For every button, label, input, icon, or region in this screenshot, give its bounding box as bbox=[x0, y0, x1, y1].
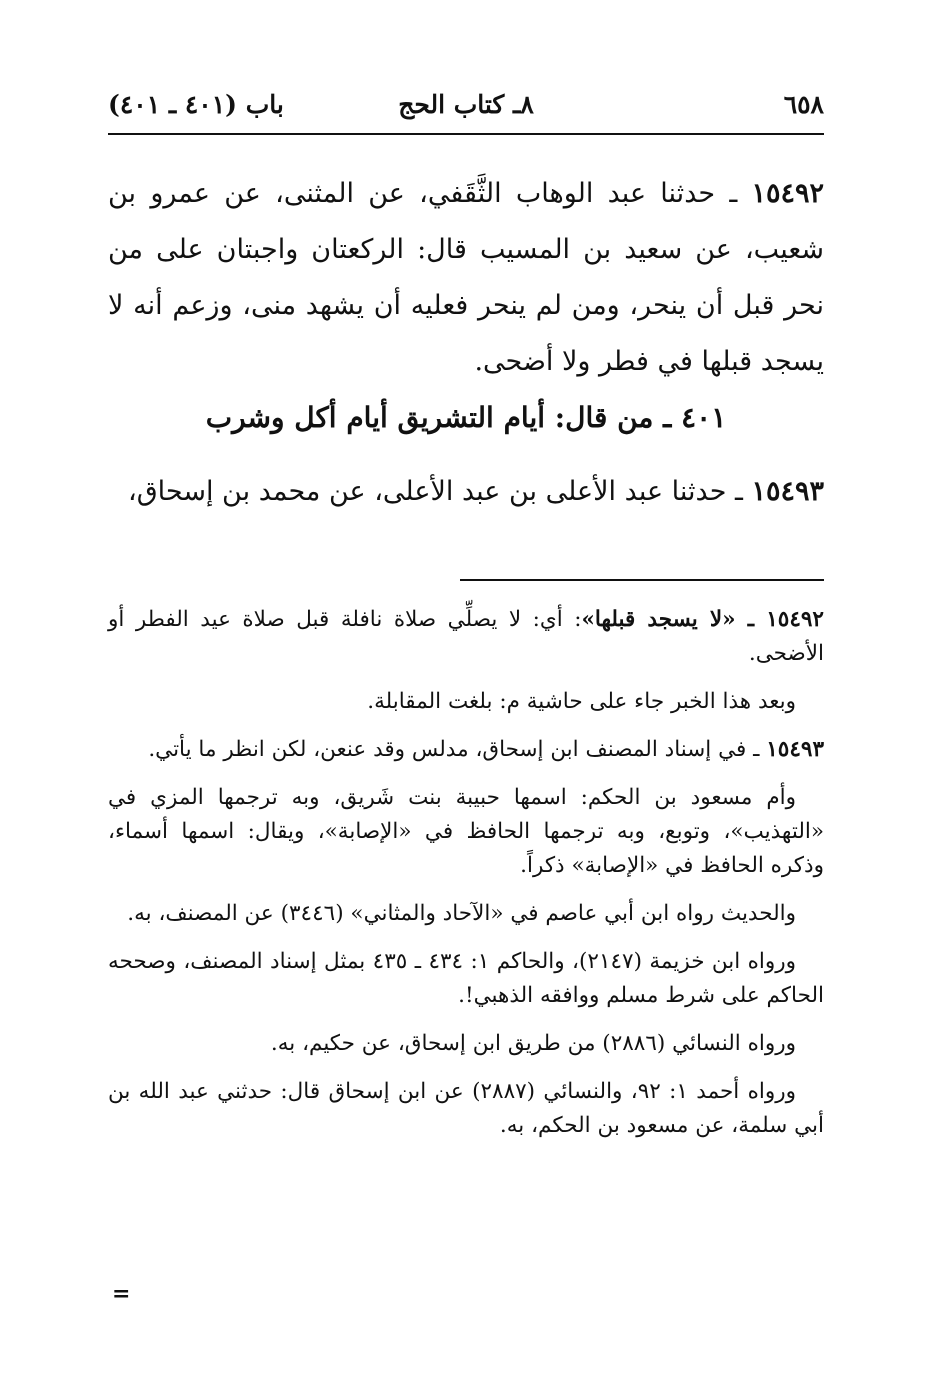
note-text: : أي: لا يصلِّي صلاة نافلة قبل صلاة عيد الفطر أو الأضحى. bbox=[108, 607, 824, 666]
hadith-paragraph bbox=[108, 166, 824, 390]
note-paragraph: ورواه النسائي (٢٨٨٦) من طريق ابن إسحاق، عن حكيم، به. bbox=[270, 1031, 796, 1056]
hadith-text: ـ حدثنا عبد الوهاب الثَّقَفي، عن المثنى، عن عمرو بن شعيب، عن سعيد بن المسيب قال: الركعتان واجبتان على من نحر قبل أن ينحر، ومن لم ينحر فعليه أن يشهد منى، وزعم أنه لا يسجد قبلها في فطر ولا أضحى. bbox=[108, 178, 824, 377]
note-paragraph: وأم مسعود بن الحكم: اسمها حبيبة بنت شَريق، وبه ترجمها المزي في «التهذيب»، وتوبع، وبه ترجمها الحافظ في «الإصابة»، ويقال: اسمها أسماء، وذكره الحافظ في «الإصابة» ذكراً. bbox=[108, 785, 824, 878]
note-number: ١٥٤٩٣ bbox=[766, 737, 824, 762]
page-header bbox=[108, 84, 824, 128]
header-divider bbox=[108, 133, 824, 135]
page-number: ٦٥٨ bbox=[783, 90, 824, 119]
continuation-mark: = bbox=[112, 1281, 131, 1307]
footnotes bbox=[108, 603, 824, 1157]
note-margin-remark: وبعد هذا الخبر جاء على حاشية م: بلغت المقابلة. bbox=[367, 689, 796, 714]
note-paragraph: والحديث رواه ابن أبي عاصم في «الآحاد والمثاني» (٣٤٤٦) عن المصنف، به. bbox=[127, 901, 796, 926]
hadith-15492 bbox=[108, 166, 824, 390]
hadith-15493 bbox=[108, 470, 824, 514]
note-text: ـ في إسناد المصنف ابن إسحاق، مدلس وقد عنعن، لكن انظر ما يأتي. bbox=[148, 737, 767, 762]
chapter-range: باب (٤٠١ ـ ٤٠١) bbox=[108, 90, 284, 119]
note-paragraph: ورواه ابن خزيمة (٢١٤٧)، والحاكم ١: ٤٣٤ ـ ٤٣٥ بمثل إسناد المصنف، وصححه الحاكم على شرط مسلم ووافقه الذهبي!. bbox=[108, 949, 824, 1008]
chapter-heading: ٤٠١ ـ من قال: أيام التشريق أيام أكل وشرب bbox=[205, 401, 727, 434]
note-15492 bbox=[108, 603, 824, 671]
note-keyword: ـ «لا يسجد قبلها» bbox=[581, 607, 767, 632]
footnote-divider bbox=[460, 579, 824, 581]
note-number: ١٥٤٩٢ bbox=[766, 607, 824, 632]
hadith-number: ١٥٤٩٣ bbox=[751, 476, 824, 507]
book-title: ٨ـ كتاب الحج bbox=[398, 90, 534, 119]
note-15493 bbox=[108, 733, 824, 767]
hadith-paragraph bbox=[108, 470, 824, 514]
hadith-number: ١٥٤٩٢ bbox=[751, 178, 824, 209]
hadith-text: ـ حدثنا عبد الأعلى بن عبد الأعلى، عن محمد بن إسحاق، bbox=[128, 476, 752, 507]
note-paragraph: ورواه أحمد ١: ٩٢، والنسائي (٢٨٨٧) عن ابن إسحاق قال: حدثني عبد الله بن أبي سلمة، عن مسعود بن الحكم، به. bbox=[108, 1079, 824, 1138]
